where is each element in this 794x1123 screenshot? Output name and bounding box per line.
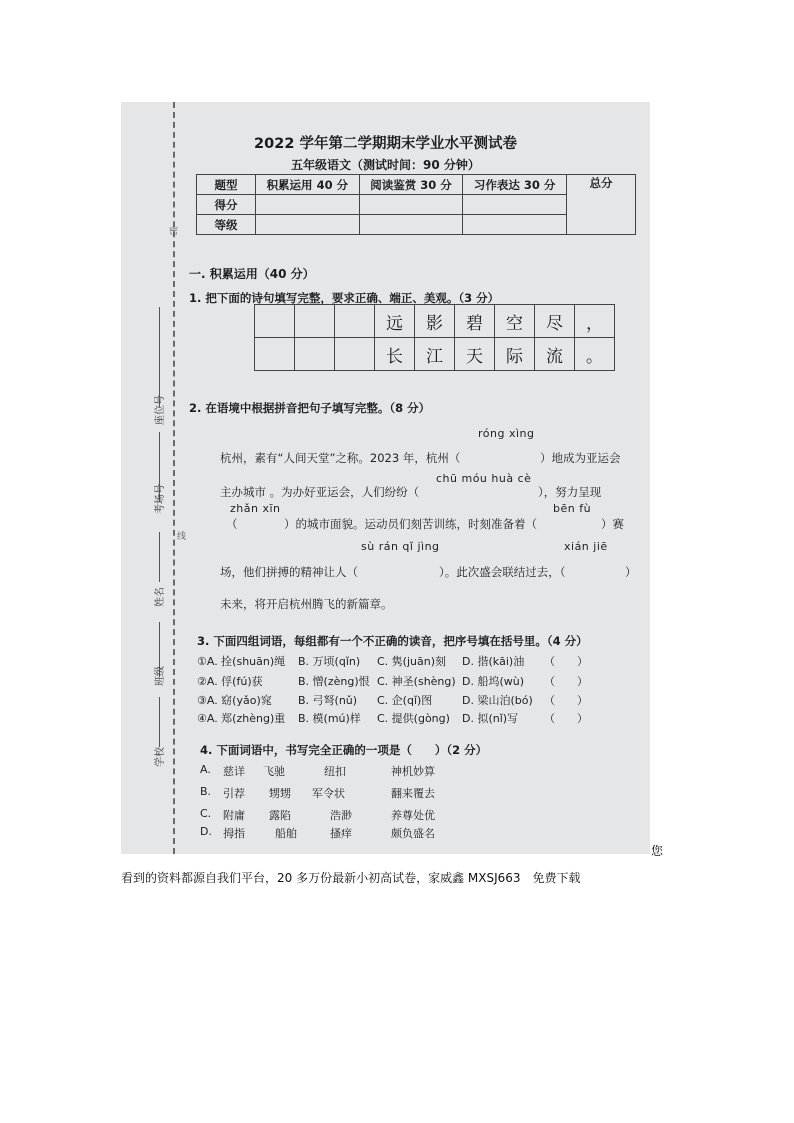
poem-cell: 尽 [535, 305, 575, 338]
line-mark: 线 [177, 532, 187, 542]
passage-line: （ [226, 517, 238, 531]
q4-word: 纽扣 [324, 765, 346, 778]
exam-subtitle: 五年级语文（测试时间：90 分钟） [291, 158, 480, 172]
section-title: 一. 积累运用（40 分） [189, 267, 315, 281]
pinyin-hint: xián jiē [564, 540, 608, 553]
q3-option: C. 神圣(shèng) [377, 675, 456, 688]
q3-option: ③A. 窈(yǎo)窕 [197, 694, 272, 707]
q4-word: 颇负盛名 [391, 827, 435, 840]
score-cell[interactable] [256, 195, 360, 215]
q3-option: D. 梁山泊(bó) [462, 694, 533, 707]
q4-word: 引荐 [223, 787, 245, 800]
poem-cell: 天 [455, 338, 495, 371]
poem-cell: 碧 [455, 305, 495, 338]
question-4-label: 4. 下面词语中，书写完全正确的一项是（ ）（2 分） [200, 743, 488, 757]
q4-word: 露陷 [269, 809, 291, 822]
q3-option: B. 万顷(qǐn) [298, 655, 361, 668]
q4-word: 神机妙算 [391, 765, 435, 778]
score-row-header: 题型 [197, 175, 256, 195]
score-col-header: 积累运用 40 分 [256, 175, 360, 195]
poem-cell: 江 [415, 338, 455, 371]
q4-option-letter: C. [200, 807, 212, 820]
q3-option: B. 憎(zèng)恨 [298, 675, 370, 688]
question-2-label: 2. 在语境中根据拼音把句子填写完整。（8 分） [189, 401, 431, 415]
score-col-header: 阅读鉴赏 30 分 [359, 175, 463, 195]
score-cell[interactable] [359, 195, 463, 215]
q3-answer-blank[interactable]: （ ） [544, 694, 588, 707]
poem-grid [254, 304, 615, 371]
q4-word: 慈详 [223, 765, 245, 778]
passage-line: 未来，将开启杭州腾飞的新篇章。 [220, 597, 393, 611]
poem-cell: 。 [575, 338, 615, 371]
score-row-header: 得分 [197, 195, 256, 215]
q3-option: ④A. 郑(zhèng)重 [197, 712, 286, 725]
q3-option: D. 拟(nǐ)写 [462, 712, 519, 725]
school-label: 学校 [155, 747, 166, 767]
q3-option: ①A. 拴(shuān)绳 [197, 655, 286, 668]
poem-cell[interactable] [295, 338, 335, 371]
seat-number-line [159, 307, 160, 407]
passage-line: ） [625, 565, 637, 579]
q4-word: 甥甥 [269, 787, 291, 800]
poem-cell[interactable] [295, 305, 335, 338]
grade-cell[interactable] [359, 215, 463, 235]
exam-room-label: 考场号 [155, 484, 166, 514]
q3-option: C. 提供(gòng) [377, 712, 450, 725]
q4-word: 拇指 [223, 827, 245, 840]
poem-cell: 空 [495, 305, 535, 338]
seat-number-label: 座位号 [155, 395, 166, 425]
name-line [159, 532, 160, 582]
poem-cell: 流 [535, 338, 575, 371]
q3-option: D. 船坞(wù) [462, 675, 525, 688]
class-label: 班级 [155, 666, 166, 686]
q4-word: 浩渺 [330, 809, 352, 822]
poem-cell: 长 [375, 338, 415, 371]
q4-word: 军令状 [312, 787, 345, 800]
passage-line: ）赛 [601, 517, 624, 531]
promo-caption: 看到的资料都源自我们平台，20 多万份最新小初高试卷，家威鑫 MXSJ663 免费下载 [121, 871, 581, 885]
pinyin-hint: bēn fù [553, 502, 592, 515]
poem-cell: 远 [375, 305, 415, 338]
poem-cell: 影 [415, 305, 455, 338]
exam-photo [121, 102, 650, 854]
q4-option-letter: A. [200, 763, 211, 776]
passage-line: ）地成为亚运会 [540, 451, 621, 465]
poem-cell[interactable] [255, 338, 295, 371]
q4-word: 船舶 [275, 827, 297, 840]
promo-caption-start: 您 [651, 844, 664, 858]
seal-mark: 密 [169, 227, 179, 237]
q4-option-letter: D. [200, 825, 212, 838]
passage-line: 主办城市 。为办好亚运会，人们纷纷（ [220, 485, 420, 499]
question-3-label: 3. 下面四组词语，每组都有一个不正确的读音，把序号填在括号里。（4 分） [197, 634, 588, 648]
score-col-header: 习作表达 30 分 [463, 175, 567, 195]
q3-option: C. 企(qǐ)图 [377, 694, 433, 707]
passage-line: 杭州，素有“人间天堂”之称。2023 年，杭州（ [220, 451, 461, 465]
poem-cell: 际 [495, 338, 535, 371]
q4-word: 搔痒 [330, 827, 352, 840]
q3-option: B. 弓弩(nǔ) [298, 694, 358, 707]
q3-answer-blank[interactable]: （ ） [544, 675, 588, 688]
poem-cell[interactable] [255, 305, 295, 338]
poem-cell[interactable] [335, 305, 375, 338]
q4-word: 翻来覆去 [391, 787, 435, 800]
binding-dashed-line [173, 102, 175, 854]
poem-cell[interactable] [335, 338, 375, 371]
grade-cell[interactable] [463, 215, 567, 235]
q3-answer-blank[interactable]: （ ） [544, 712, 588, 725]
q3-option: ②A. 俘(fú)获 [197, 675, 263, 688]
q3-answer-blank[interactable]: （ ） [544, 655, 588, 668]
passage-line: ）的城市面貌。运动员们刻苦训练，时刻准备着（ [284, 517, 537, 531]
grade-cell[interactable] [256, 215, 360, 235]
q3-option: D. 揩(kāi)油 [462, 655, 525, 668]
q4-option-letter: B. [200, 785, 212, 798]
passage-line: 场，他们拼搏的精神让人（ [220, 565, 358, 579]
poem-cell: ， [575, 305, 615, 338]
q4-word: 养尊处优 [391, 809, 435, 822]
q4-word: 附庸 [223, 809, 245, 822]
passage-line: ），努力呈现 [538, 485, 602, 499]
exam-title: 2022 学年第二学期期末学业水平测试卷 [254, 136, 517, 152]
score-cell[interactable] [463, 195, 567, 215]
pinyin-hint: róng xìng [478, 427, 535, 440]
total-score-cell: 总分 [567, 175, 636, 235]
q4-word: 飞驰 [263, 765, 285, 778]
pinyin-hint: zhǎn xīn [230, 502, 281, 515]
q3-option: C. 隽(juān)刻 [377, 655, 446, 668]
q3-option: B. 模(mú)样 [298, 712, 361, 725]
score-table [196, 174, 636, 235]
score-row-header: 等级 [197, 215, 256, 235]
name-label: 姓名 [155, 587, 166, 607]
school-line [159, 697, 160, 747]
pinyin-hint: chū móu huà cè [436, 472, 532, 485]
passage-line: ）。此次盛会联结过去，（ [439, 565, 566, 579]
question-1-label: 1. 把下面的诗句填写完整，要求正确、端正、美观。（3 分） [189, 291, 500, 305]
pinyin-hint: sù rán qǐ jìng [361, 540, 440, 553]
